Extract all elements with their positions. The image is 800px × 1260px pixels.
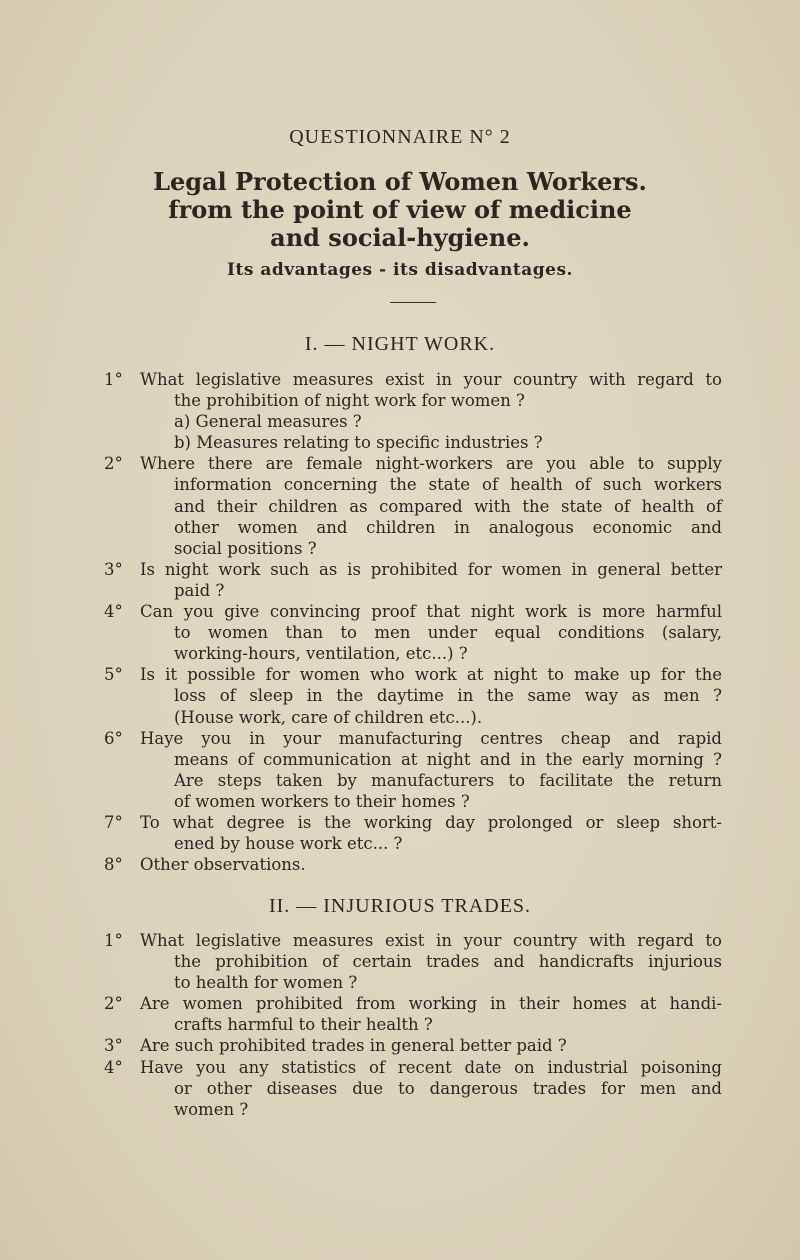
question-number: 3°	[104, 1036, 123, 1056]
section-heading-injurious-trades: II. — INJURIOUS TRADES.	[268, 895, 532, 917]
title-divider	[390, 302, 436, 303]
question-number: 6°	[104, 728, 123, 748]
question-line: What legislative measures exist in your country with regard to	[140, 931, 722, 950]
question-line: Is night work such as is prohibited for women in general better	[140, 559, 722, 579]
question-item	[104, 601, 722, 664]
question-text	[140, 728, 722, 812]
question-number: 8°	[104, 855, 123, 875]
night-work-questions	[104, 369, 722, 875]
question-line: to women than to men under equal conditions (salary,	[174, 623, 722, 643]
question-line: Have you any statistics of recent date on industrial poisoning	[140, 1057, 722, 1077]
question-line: working-hours, ventilation, etc...) ?	[174, 644, 468, 664]
question-text	[140, 854, 722, 875]
question-text	[140, 664, 722, 727]
question-text	[140, 930, 722, 993]
question-line: To what degree is the working day prolonged or sleep short-	[140, 812, 722, 832]
question-line: a) General measures ?	[174, 412, 362, 432]
question-line: Can you give convincing proof that night work is more harmful	[140, 602, 722, 622]
question-text	[140, 1057, 722, 1120]
main-title-line: from the point of view of medicine	[168, 195, 632, 224]
question-text	[140, 1035, 722, 1056]
question-line: crafts harmful to their health ?	[174, 1015, 433, 1035]
question-item	[104, 1057, 722, 1120]
main-title	[0, 168, 800, 252]
question-number: 1°	[104, 370, 123, 389]
question-line: women ?	[174, 1099, 249, 1119]
question-item	[104, 854, 722, 875]
question-line: to health for women ?	[174, 973, 358, 993]
question-line: (House work, care of children etc...).	[174, 707, 483, 727]
main-title-line: Legal Protection of Women Workers.	[153, 167, 647, 196]
question-item	[104, 369, 722, 453]
question-number: 1°	[104, 931, 123, 950]
question-item	[104, 664, 722, 727]
injurious-trades-questions	[104, 930, 722, 1120]
question-line: Other observations.	[140, 855, 306, 875]
question-number: 2°	[104, 454, 123, 474]
question-item	[104, 1035, 722, 1056]
question-line: the prohibition of night work for women ?	[174, 391, 525, 411]
question-item	[104, 728, 722, 812]
question-text	[140, 601, 722, 664]
question-text	[140, 369, 722, 453]
question-line: means of communication at night and in the early morning ?	[174, 749, 722, 769]
question-line: information concerning the state of health of such workers	[174, 475, 722, 495]
question-number: 2°	[104, 994, 123, 1014]
question-number: 3°	[104, 559, 123, 579]
question-line: the prohibition of certain trades and handicrafts injurious	[174, 952, 722, 972]
question-item	[104, 812, 722, 854]
question-line: paid ?	[174, 580, 225, 600]
question-line: social positions ?	[174, 538, 317, 558]
question-line: and their children as compared with the state of health of	[174, 496, 722, 516]
question-line: loss of sleep in the daytime in the same way as men ?	[174, 686, 722, 706]
question-number: 5°	[104, 665, 123, 685]
question-number: 4°	[104, 1057, 123, 1077]
question-line: Haye you in your manufacturing centres cheap and rapid	[140, 728, 722, 748]
question-line: Are women prohibited from working in their homes at handi-	[140, 994, 722, 1014]
question-line: Where there are female night-workers are you able to supply	[140, 454, 722, 474]
question-line: of women workers to their homes ?	[174, 791, 470, 811]
section-heading-night-work: I. — NIGHT WORK.	[304, 333, 496, 355]
question-number: 4°	[104, 602, 123, 622]
question-line: Is it possible for women who work at night to make up for the	[140, 665, 722, 685]
main-title-line: and social-hygiene.	[270, 223, 530, 252]
question-text	[140, 993, 722, 1035]
question-item	[104, 993, 722, 1035]
questionnaire-title: QUESTIONNAIRE N° 2	[289, 126, 511, 148]
question-item	[104, 930, 722, 993]
question-line: or other diseases due to dangerous trades for men and	[174, 1078, 722, 1098]
question-line: Are such prohibited trades in general better paid ?	[140, 1036, 567, 1056]
question-text	[140, 812, 722, 854]
subtitle: Its advantages - its disadvantages.	[227, 260, 573, 280]
question-text	[140, 559, 722, 601]
question-item	[104, 559, 722, 601]
question-line: other women and children in analogous economic and	[174, 517, 722, 537]
question-text	[140, 453, 722, 558]
question-line: b) Measures relating to specific industries ?	[174, 433, 543, 453]
question-line: ened by house work etc... ?	[174, 834, 403, 854]
question-item	[104, 453, 722, 558]
question-number: 7°	[104, 812, 123, 832]
question-line: Are steps taken by manufacturers to facilitate the return	[174, 770, 722, 790]
question-line: What legislative measures exist in your country with regard to	[140, 370, 722, 389]
